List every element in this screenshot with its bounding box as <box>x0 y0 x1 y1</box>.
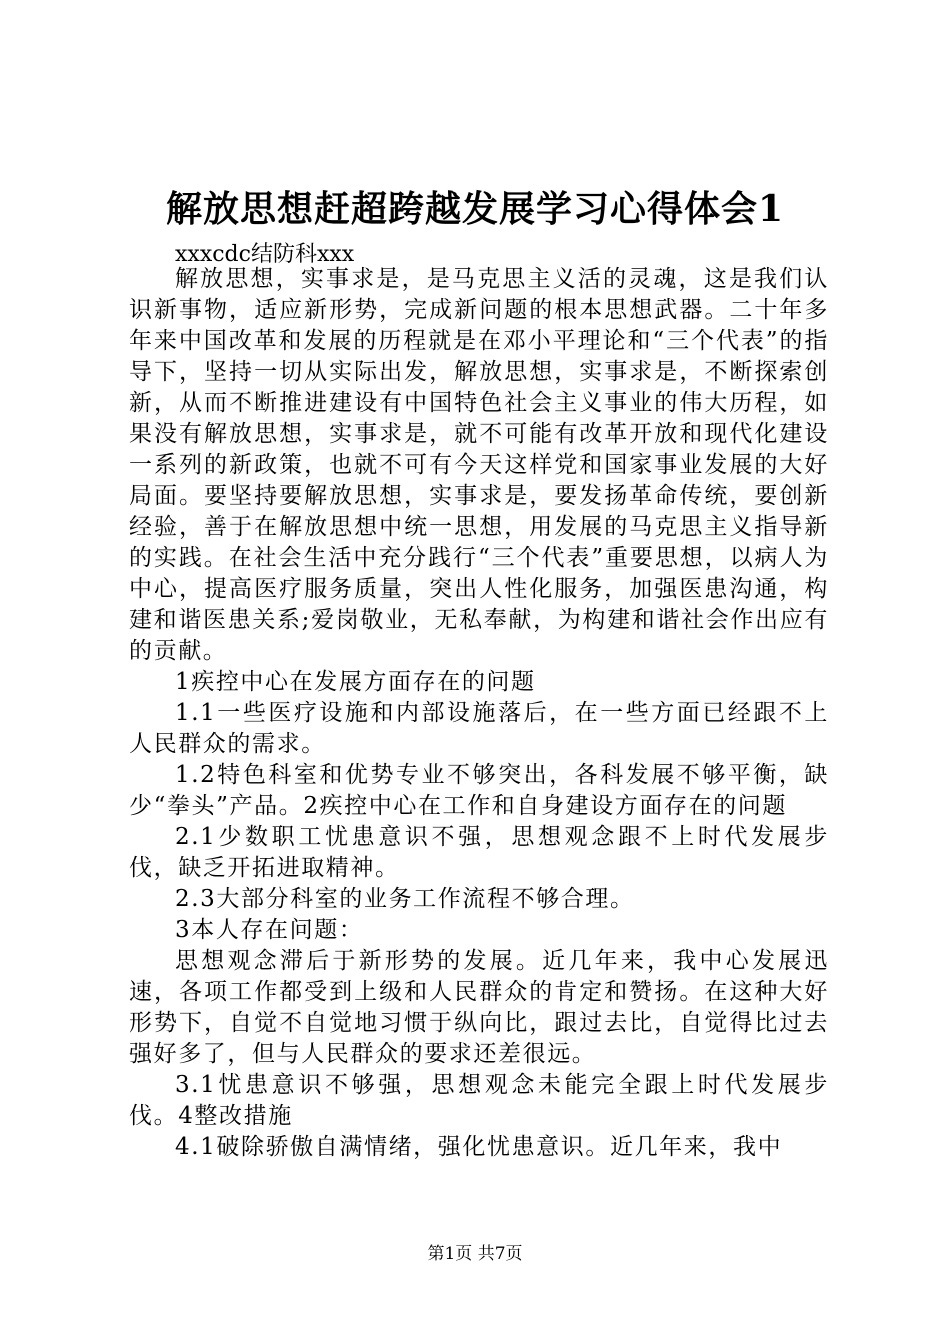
section-heading-3: 3本人存在问题： <box>175 917 364 943</box>
document-author: xxxcdc结防科xxx <box>175 242 355 267</box>
paragraph-3-body: 思想观念滞后于新形势的发展。近几年来，我中心发展迅速，各项工作都受到上级和人民群众的肯定和赞扬。在这种大好形势下，自觉不自觉地习惯于纵向比，跟过去比，自觉得比过去强好多了，但与人民群众的要求还差很远。 <box>129 948 829 1067</box>
document-body <box>129 264 829 1163</box>
page-footer: 第1页 共7页 <box>427 1244 523 1264</box>
paragraph-1-1: 1.1一些医疗设施和内部设施落后，在一些方面已经跟不上人民群众的需求。 <box>129 700 829 757</box>
paragraph-2-3: 2.3大部分科室的业务工作流程不够合理。 <box>175 886 635 912</box>
document-title: 解放思想赶超跨越发展学习心得体会1 <box>165 188 785 230</box>
paragraph-intro: 解放思想，实事求是，是马克思主义活的灵魂，这是我们认识新事物，适应新形势，完成新问题的根本思想武器。二十年多年来中国改革和发展的历程就是在邓小平理论和“三个代表”的指导下，坚持一切从实际出发，解放思想，实事求是，不断探索创新，从而不断推进建设有中国特色社会主义事业的伟大历程，如果没有解放思想，实事求是，就不可能有改革开放和现代化建设一系列的新政策，也就不可有今天这样党和国家事业发展的大好局面。要坚持要解放思想，实事求是，要发扬革命传统，要创新经验，善于在解放思想中统一思想，用发展的马克思主义指导新的实践。在社会生活中充分践行“三个代表”重要思想，以病人为中心，提高医疗服务质量，突出人性化服务，加强医患沟通，构建和谐医患关系;爱岗敬业，无私奉献，为构建和谐社会作出应有的贡献。 <box>129 266 829 664</box>
section-heading-1: 1疾控中心在发展方面存在的问题 <box>175 669 536 695</box>
paragraph-3-1: 3.1忧患意识不够强，思想观念未能完全跟上时代发展步伐。4整改措施 <box>129 1072 829 1129</box>
paragraph-2-1: 2.1少数职工忧患意识不强，思想观念跟不上时代发展步伐，缺乏开拓进取精神。 <box>129 824 829 881</box>
paragraph-4-1: 4.1破除骄傲自满情绪，强化忧患意识。近几年来，我中 <box>175 1134 783 1160</box>
paragraph-1-2: 1.2特色科室和优势专业不够突出，各科发展不够平衡，缺少“拳头”产品。2疾控中心在工作和自身建设方面存在的问题 <box>129 762 829 819</box>
